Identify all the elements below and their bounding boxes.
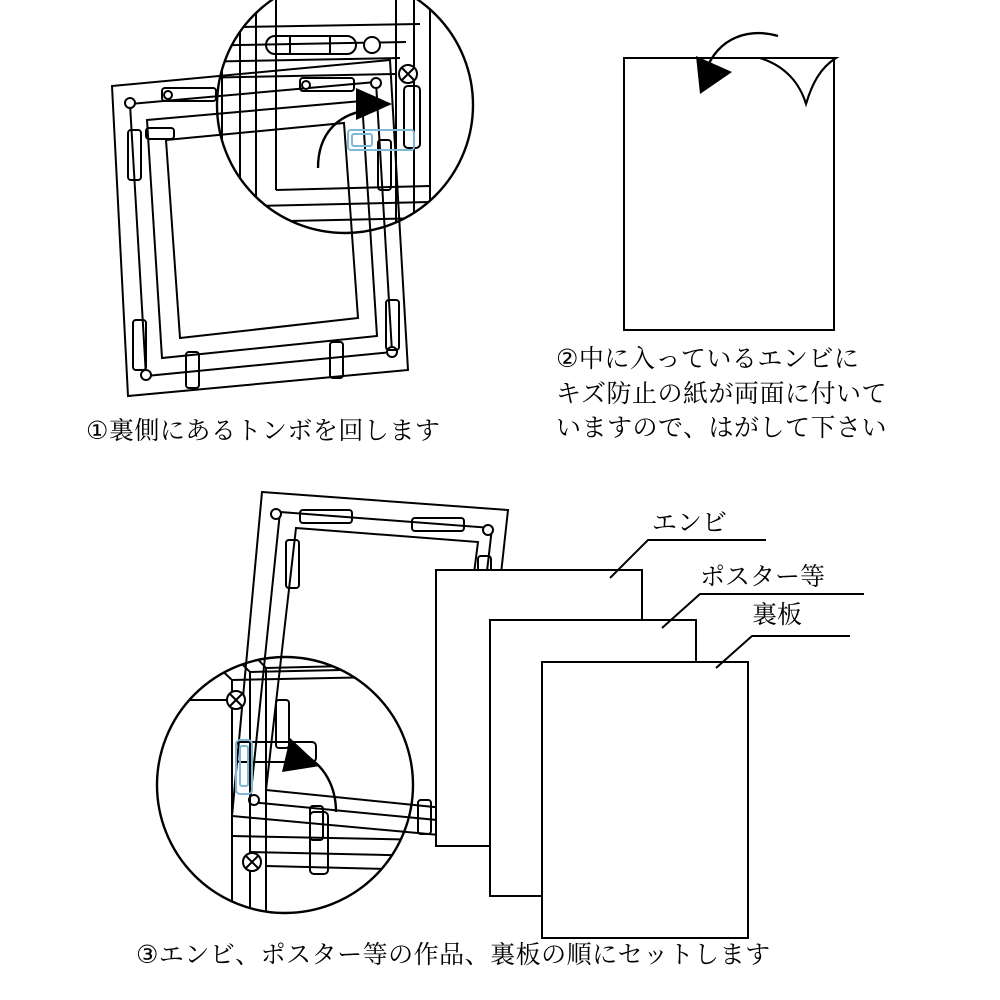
- label-enbi: エンビ: [652, 508, 728, 537]
- step3-caption: ③エンビ、ポスター等の作品、裏板の順にセットします: [136, 940, 771, 969]
- stacked-sheets: [436, 570, 748, 938]
- turn-button: [386, 300, 399, 350]
- label-uraita: 裏板: [752, 600, 803, 629]
- turn-button: [330, 342, 343, 378]
- step2-caption-line-2: キズ防止の紙が両面に付いて: [556, 378, 888, 408]
- label-poster: ポスター等: [700, 562, 826, 591]
- step1-caption: ①裏側にあるトンボを回します: [86, 416, 441, 445]
- sheet-backboard: [542, 662, 748, 938]
- turn-button: [186, 352, 199, 388]
- step2-caption: [556, 342, 887, 446]
- step2-sheet-illustration: [624, 33, 836, 330]
- step3-detail-circle: [157, 636, 430, 920]
- step1-detail-circle: [180, 0, 473, 240]
- step2-caption-line-3: いますので、はがして下さい: [556, 413, 888, 442]
- step2-caption-line-1: ②中に入っているエンビに: [556, 344, 860, 373]
